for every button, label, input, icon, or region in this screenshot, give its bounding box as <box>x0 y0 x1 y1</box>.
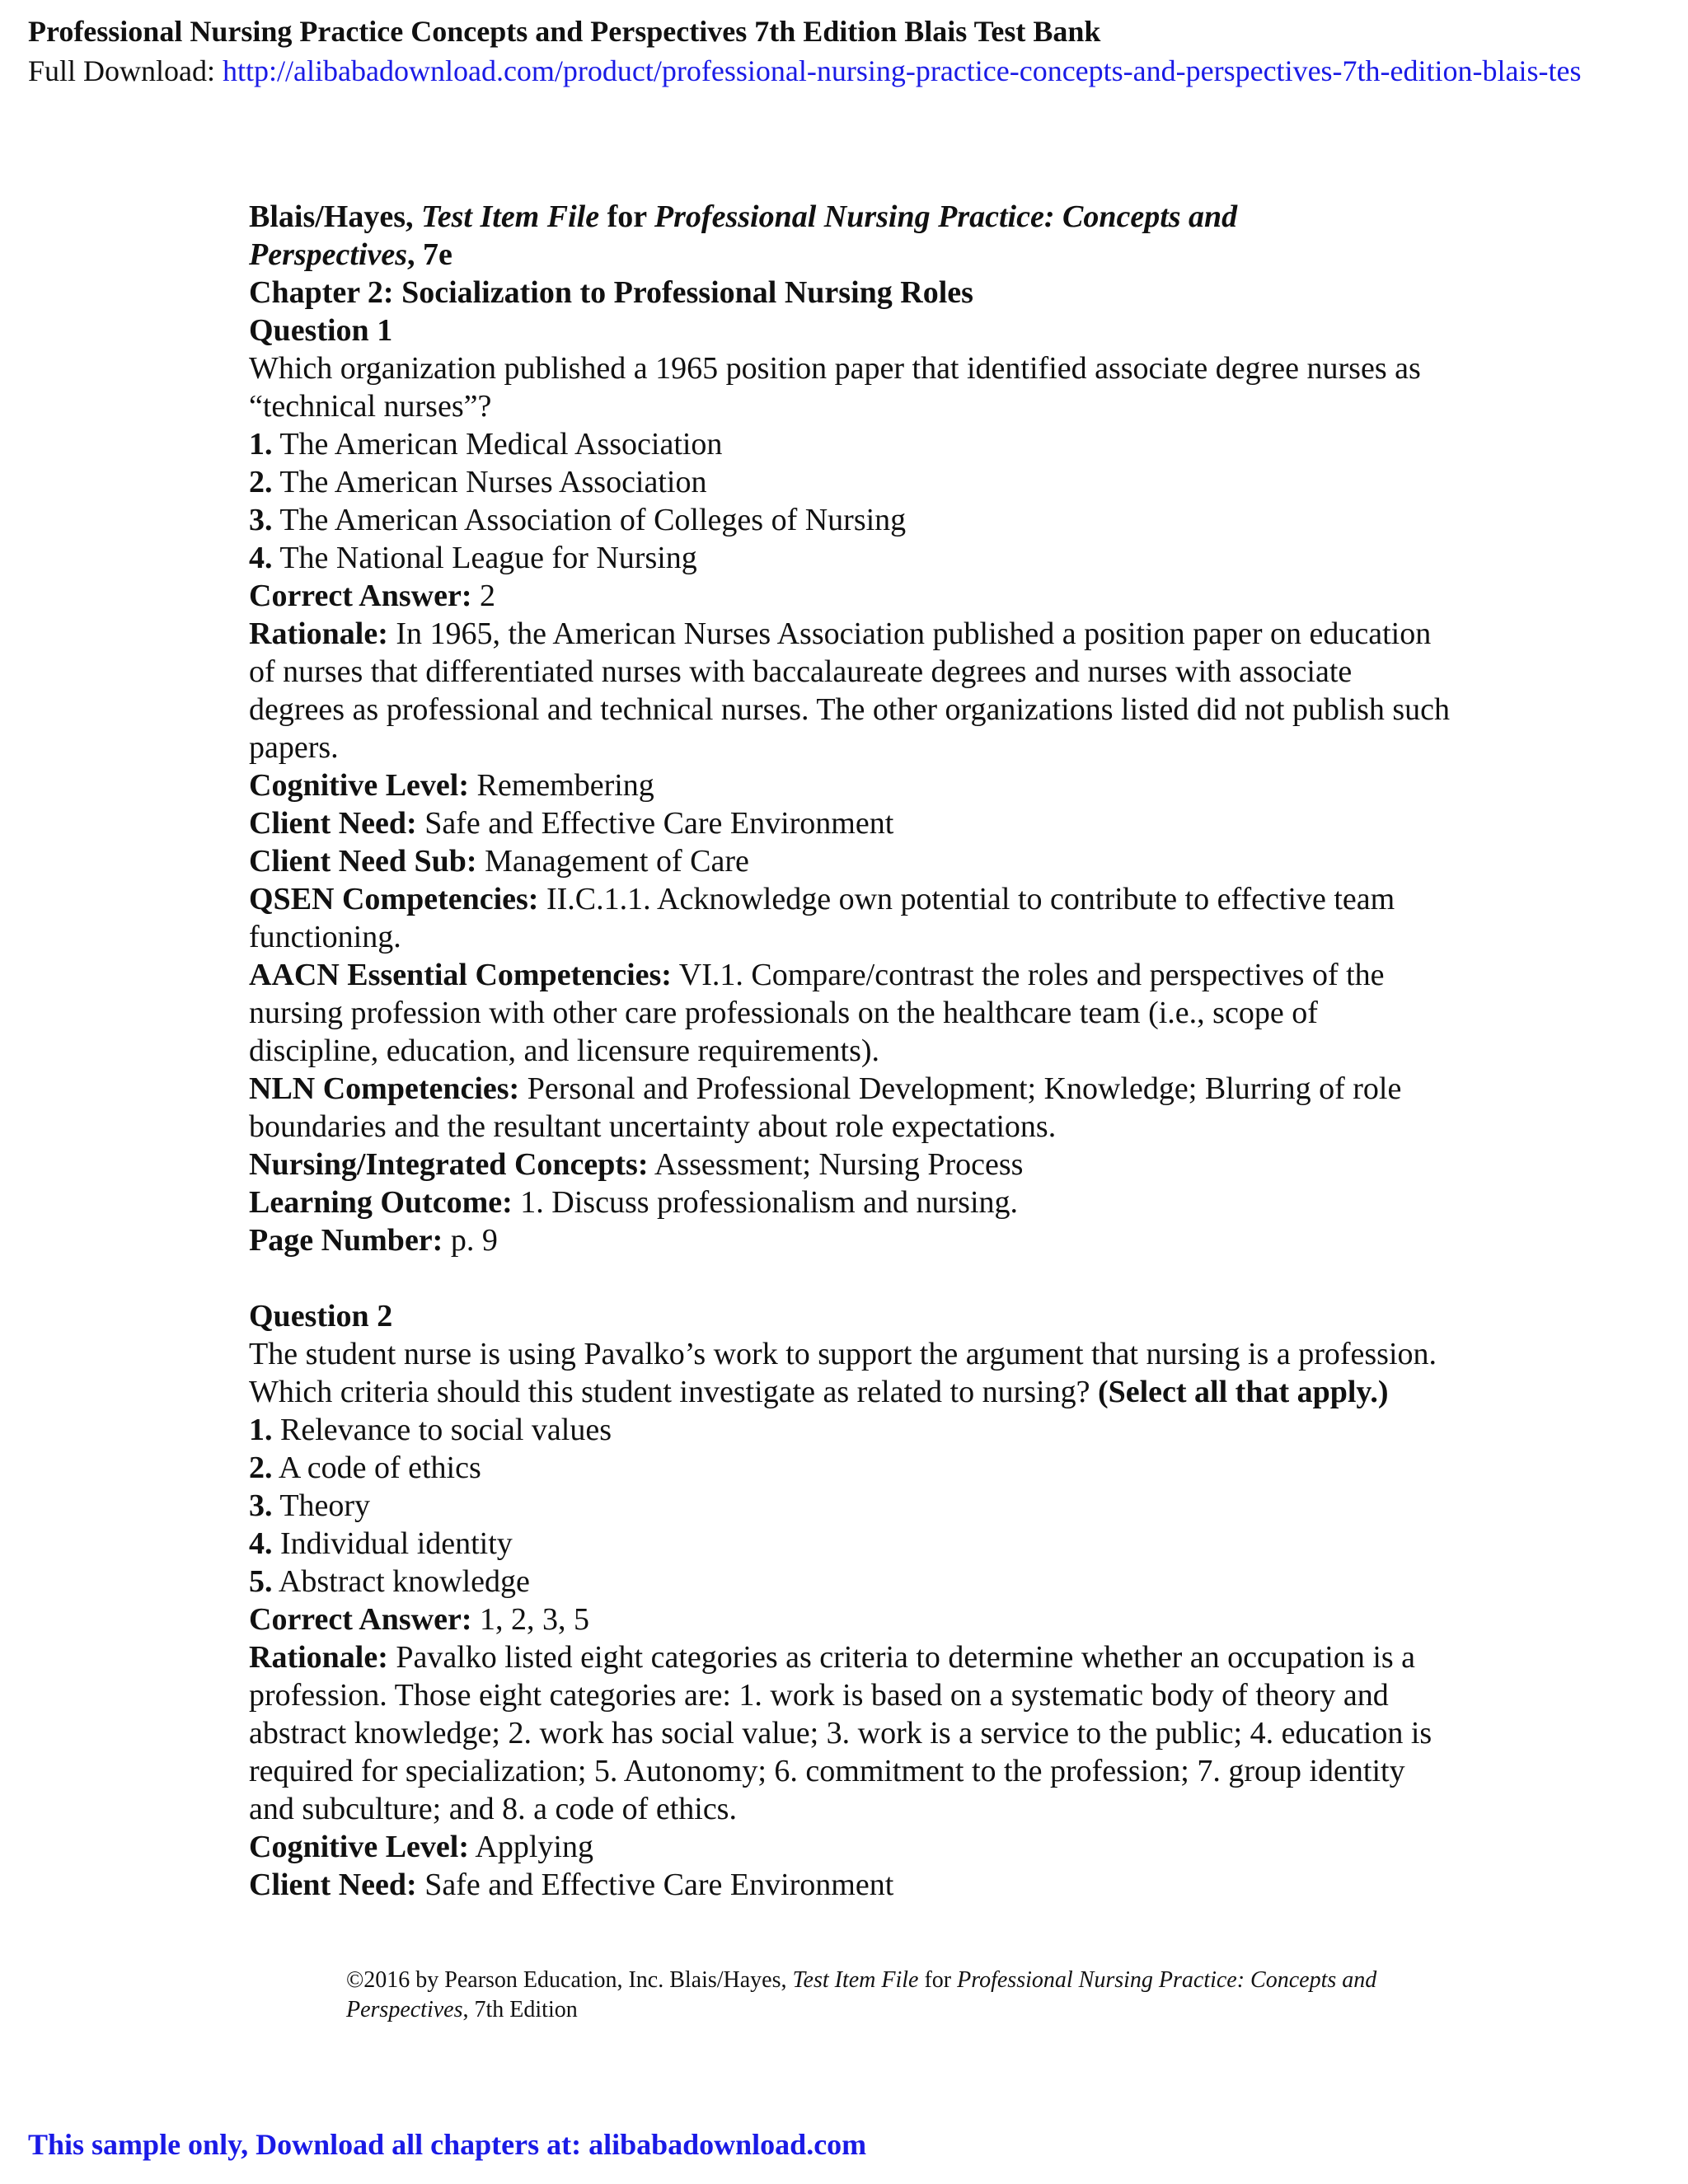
option-number: 4. <box>249 1526 273 1561</box>
metadata-value: p. 9 <box>443 1223 498 1258</box>
option-text: The American Medical Association <box>272 427 723 462</box>
metadata-row <box>249 842 1452 880</box>
metadata-label: Cognitive Level: <box>249 768 470 803</box>
metadata-label: NLN Competencies: <box>249 1071 520 1106</box>
metadata-label: AACN Essential Competencies: <box>249 958 672 992</box>
metadata-label: Client Need Sub: <box>249 844 477 879</box>
metadata-value: 1. Discuss professionalism and nursing. <box>512 1185 1019 1220</box>
answer-options <box>249 425 1452 577</box>
metadata-row <box>249 880 1452 956</box>
answer-option <box>249 425 1452 463</box>
download-banner: This sample only, Download all chapters at: alibabadownload.com <box>28 2128 867 2161</box>
metadata-value: 2 <box>471 579 495 613</box>
stem-text: The student nurse is using Pavalko’s work to support the argument that nursing is a profession. Which criteria should this student investigate as related to nursing? <box>249 1337 1437 1409</box>
metadata-label: Learning Outcome: <box>249 1185 513 1220</box>
metadata-value: Applying <box>469 1830 593 1864</box>
metadata-value: In 1965, the American Nurses Association published a position paper on education of nurses that differentiated nurses with baccalaureate degrees and nurses with associate degrees as professional and technical nurses. The other organizations listed did not publish such papers. <box>249 616 1451 765</box>
chapter-heading: Chapter 2: Socialization to Professional Nursing Roles <box>249 275 973 310</box>
question-1 <box>249 312 1452 1259</box>
metadata-row <box>249 1601 1452 1638</box>
metadata-row <box>249 1828 1452 1866</box>
metadata-row <box>249 1070 1452 1146</box>
option-number: 1. <box>249 427 273 462</box>
question-stem: Which organization published a 1965 position paper that identified associate degree nurses as “technical nurses”? <box>249 351 1421 424</box>
metadata-row <box>249 1866 1452 1904</box>
metadata-row <box>249 766 1452 804</box>
metadata-value: VI.1. Compare/contrast the roles and perspectives of the nursing profession with other care professionals on the healthcare team (i.e., scope of discipline, education, and licensure requirements). <box>249 958 1385 1068</box>
citation-authors: Blais/Hayes, <box>249 199 422 234</box>
option-number: 3. <box>249 1488 273 1523</box>
metadata-row <box>249 1183 1452 1221</box>
full-download-link[interactable]: http://alibabadownload.com/product/professional-nursing-practice-concepts-and-perspectives-7th-edition-blais-tes <box>223 54 1582 87</box>
metadata-row <box>249 804 1452 842</box>
metadata-label: Client Need: <box>249 806 417 841</box>
citation-book-title-cont: Perspectives <box>249 237 408 272</box>
select-all-note: (Select all that apply.) <box>1097 1375 1389 1409</box>
book-citation <box>249 198 1452 274</box>
metadata-row <box>249 615 1452 766</box>
copyright-notice: ©2016 by Pearson Education, Inc. Blais/Hayes, Test Item File for Professional Nursing Practice: Concepts and Perspectives, 7th Edition <box>346 1967 1377 2022</box>
metadata-label: Correct Answer: <box>249 1602 472 1637</box>
citation-book-title: Professional Nursing Practice: Concepts and <box>654 199 1238 234</box>
metadata-row <box>249 956 1452 1070</box>
option-text: Theory <box>272 1488 371 1523</box>
answer-option <box>249 1449 1452 1487</box>
option-text: Individual identity <box>272 1526 513 1561</box>
question-metadata <box>249 1601 1452 1904</box>
metadata-value: Pavalko listed eight categories as criteria to determine whether an occupation is a profession. Those eight categories are: 1. work is based on a systematic body of theory and abstract knowledge; 2. work has social value; 3. work is a service to the public; 4. education is required for specialization; 5. Autonomy; 6. commitment to the profession; 7. group identity and subculture; and 8. a code of ethics. <box>249 1640 1432 1826</box>
citation-item-file: Test Item File <box>421 199 600 234</box>
answer-option <box>249 1487 1452 1525</box>
answer-option <box>249 1525 1452 1563</box>
answer-option <box>249 539 1452 577</box>
metadata-value: Assessment; Nursing Process <box>648 1147 1024 1182</box>
option-number: 2. <box>249 1451 273 1485</box>
option-text: The National League for Nursing <box>272 541 697 575</box>
option-number: 4. <box>249 541 273 575</box>
document-header-title: Professional Nursing Practice Concepts and Perspectives 7th Edition Blais Test Bank <box>28 15 1101 48</box>
question-heading: Question 2 <box>249 1299 393 1333</box>
metadata-value: Remembering <box>469 768 654 803</box>
metadata-label: Rationale: <box>249 616 388 651</box>
answer-options <box>249 1411 1452 1601</box>
metadata-label: Correct Answer: <box>249 579 472 613</box>
metadata-label: Rationale: <box>249 1640 388 1675</box>
option-text: The American Association of Colleges of Nursing <box>272 503 907 537</box>
metadata-value: Management of Care <box>476 844 749 879</box>
document-body <box>249 198 1452 1904</box>
metadata-row <box>249 1638 1452 1828</box>
metadata-row <box>249 1146 1452 1183</box>
option-text: A code of ethics <box>272 1451 481 1485</box>
metadata-row <box>249 1221 1452 1259</box>
metadata-label: Nursing/Integrated Concepts: <box>249 1147 649 1182</box>
option-number: 3. <box>249 503 273 537</box>
option-text: Relevance to social values <box>272 1413 612 1447</box>
metadata-label: QSEN Competencies: <box>249 882 539 916</box>
metadata-value: Personal and Professional Development; Knowledge; Blurring of role boundaries and the resultant uncertainty about role expectations. <box>249 1071 1402 1144</box>
question-2 <box>249 1297 1452 1904</box>
option-text: The American Nurses Association <box>272 465 707 499</box>
option-number: 2. <box>249 465 273 499</box>
answer-option <box>249 501 1452 539</box>
answer-option <box>249 1411 1452 1449</box>
option-text: Abstract knowledge <box>272 1564 530 1599</box>
question-stem <box>249 1335 1452 1411</box>
metadata-value: 1, 2, 3, 5 <box>471 1602 589 1637</box>
answer-option <box>249 1563 1452 1601</box>
metadata-value: Safe and Effective Care Environment <box>416 1868 894 1902</box>
metadata-value: II.C.1.1. Acknowledge own potential to contribute to effective team functioning. <box>249 882 1395 954</box>
metadata-row <box>249 577 1452 615</box>
option-number: 5. <box>249 1564 273 1599</box>
full-download-line <box>28 51 1581 91</box>
citation-for: for <box>599 199 654 234</box>
question-metadata <box>249 577 1452 1259</box>
metadata-label: Page Number: <box>249 1223 443 1258</box>
option-number: 1. <box>249 1413 273 1447</box>
full-download-label: Full Download: <box>28 54 223 87</box>
answer-option <box>249 463 1452 501</box>
question-heading: Question 1 <box>249 313 393 348</box>
citation-edition: , 7e <box>407 237 452 272</box>
metadata-label: Cognitive Level: <box>249 1830 470 1864</box>
metadata-value: Safe and Effective Care Environment <box>416 806 894 841</box>
metadata-label: Client Need: <box>249 1868 417 1902</box>
